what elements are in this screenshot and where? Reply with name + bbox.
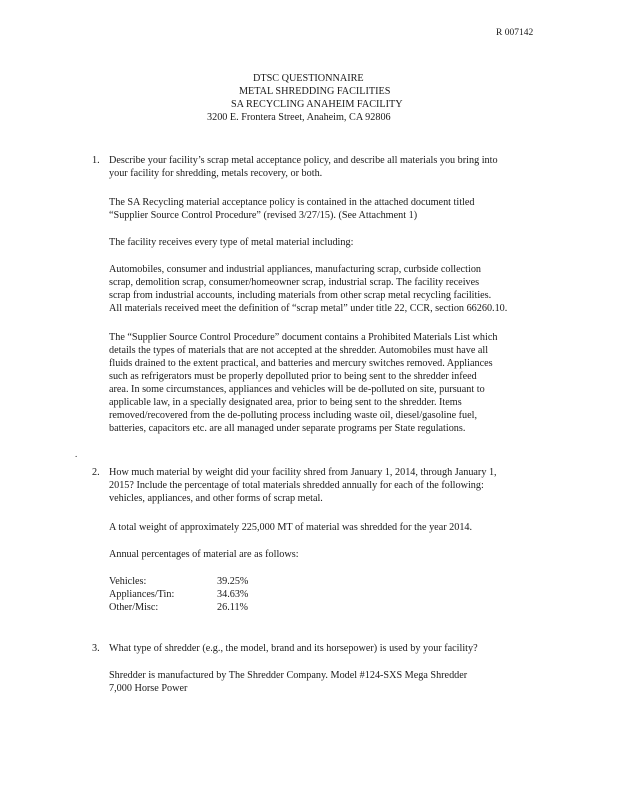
stray-mark: .: [75, 449, 78, 459]
answer-line: A total weight of approximately 225,000 MT of material was shredded for the year 2014.: [109, 522, 473, 533]
answer-1-paragraph-1: [109, 196, 474, 222]
answer-line: Annual percentages of material are as follows:: [109, 549, 299, 560]
answer-3: [109, 669, 467, 695]
answer-line: The SA Recycling material acceptance policy is contained in the attached document titled: [109, 197, 475, 208]
question-3-number: 3.: [92, 643, 100, 654]
percentage-label-appliances: Appliances/Tin:: [109, 589, 175, 600]
answer-line: scrap from industrial accounts, including materials from other scrap metal recycling facilities.: [109, 290, 492, 301]
question-1-text: [109, 154, 498, 180]
answer-1-paragraph-2: [109, 236, 353, 249]
question-1-number: 1.: [92, 155, 100, 166]
document-id: R 007142: [496, 28, 534, 38]
answer-line: fluids drained to the extent practical, and batteries and mercury switches removed. Appliances: [109, 358, 493, 369]
answer-line: The facility receives every type of metal material including:: [109, 237, 354, 248]
answer-line: batteries, capacitors etc. are all managed under separate programs per State regulations.: [109, 423, 466, 434]
question-3-text: [109, 642, 478, 655]
answer-line: removed/recovered from the de-polluting process including waste oil, diesel/gasoline fuel,: [109, 410, 478, 421]
percentage-label-other: Other/Misc:: [109, 602, 159, 613]
answer-line: details the types of materials that are not accepted at the shredder. Automobiles must have all: [109, 345, 489, 356]
answer-1-paragraph-3: [109, 263, 507, 315]
question-line: your facility for shredding, metals recovery, or both.: [109, 168, 323, 179]
answer-line: applicable law, in a specially designated area, prior to being sent to the shredder. Items: [109, 397, 462, 408]
percentage-value-appliances: 34.63%: [217, 589, 249, 600]
document-header: [0, 72, 618, 124]
answer-line: 7,000 Horse Power: [109, 683, 188, 694]
answer-line: Automobiles, consumer and industrial appliances, manufacturing scrap, curbside collection: [109, 264, 482, 275]
question-line: What type of shredder (e.g., the model, brand and its horsepower) is used by your facility?: [109, 643, 478, 654]
facility-name: SA RECYCLING ANAHEIM FACILITY: [231, 99, 403, 110]
facility-address: 3200 E. Frontera Street, Anaheim, CA 92806: [207, 112, 391, 123]
question-2-text: [109, 466, 497, 505]
answer-line: The “Supplier Source Control Procedure” document contains a Prohibited Materials List which: [109, 332, 498, 343]
percentage-label-vehicles: Vehicles:: [109, 576, 147, 587]
answer-line: such as refrigerators must be properly depolluted prior to being sent to the shredder infeed: [109, 371, 477, 382]
answer-line: area. In some circumstances, appliances and vehicles will be de-polluted on site, pursuant to: [109, 384, 485, 395]
answer-line: All materials received meet the definition of “scrap metal” under title 22, CCR, section 66260.10.: [109, 303, 508, 314]
question-2-number: 2.: [92, 467, 100, 478]
question-line: 2015? Include the percentage of total materials shredded annually for each of the following:: [109, 480, 484, 491]
answer-line: Shredder is manufactured by The Shredder Company. Model #124-SXS Mega Shredder: [109, 670, 468, 681]
percentage-value-other: 26.11%: [217, 602, 249, 613]
answer-1-paragraph-4: [109, 331, 497, 435]
answer-2-paragraph-2: [109, 548, 299, 561]
question-line: vehicles, appliances, and other forms of scrap metal.: [109, 493, 323, 504]
percentage-value-vehicles: 39.25%: [217, 576, 249, 587]
answer-line: scrap, demolition scrap, consumer/homeowner scrap, industrial scrap. The facility receives: [109, 277, 480, 288]
question-line: How much material by weight did your facility shred from January 1, 2014, through January 1,: [109, 467, 497, 478]
answer-line: “Supplier Source Control Procedure” (revised 3/27/15). (See Attachment 1): [109, 210, 418, 221]
question-line: Describe your facility’s scrap metal acceptance policy, and describe all materials you bring into: [109, 155, 498, 166]
doc-subtitle: METAL SHREDDING FACILITIES: [239, 86, 391, 97]
doc-title: DTSC QUESTIONNAIRE: [253, 73, 364, 84]
answer-2-paragraph-1: [109, 521, 472, 534]
